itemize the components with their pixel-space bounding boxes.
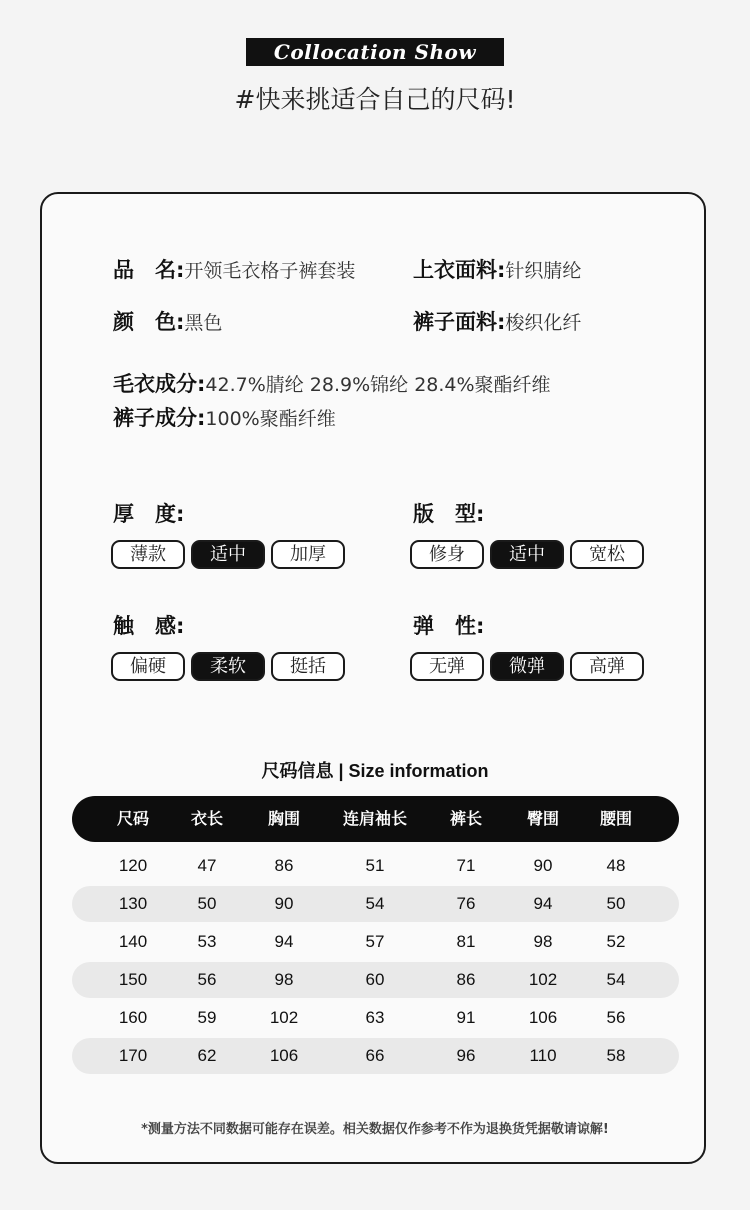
elastic-option-high: 高弹 (570, 652, 644, 681)
fit-option-regular: 适中 (490, 540, 564, 569)
table-row (72, 924, 679, 960)
table-cell: 106 (528, 1008, 558, 1027)
attr-thickness-title: 厚 度: (113, 502, 185, 526)
column-header: 尺码 (116, 809, 149, 828)
table-cell: 170 (118, 1046, 148, 1065)
attr-elastic-options (410, 652, 644, 681)
table-cell: 130 (118, 894, 148, 913)
table-row (72, 1038, 679, 1074)
size-table-header (72, 796, 679, 842)
fit-option-loose: 宽松 (570, 540, 644, 569)
table-cell: 102 (269, 1008, 299, 1027)
attr-fit-options (410, 540, 644, 569)
thickness-option-thin: 薄款 (111, 540, 185, 569)
table-cell: 76 (456, 894, 476, 913)
table-cell: 56 (197, 970, 217, 989)
attr-elastic-title: 弹 性: (413, 614, 485, 638)
table-cell: 98 (274, 970, 294, 989)
touch-option-crisp: 挺括 (271, 652, 345, 681)
fit-option-slim: 修身 (410, 540, 484, 569)
table-cell: 50 (197, 894, 217, 913)
table-cell: 63 (365, 1008, 385, 1027)
column-header: 腰围 (599, 809, 632, 828)
table-cell: 59 (197, 1008, 217, 1027)
table-cell: 150 (118, 970, 148, 989)
table-cell: 51 (365, 856, 385, 875)
spec-color: 颜 色:黑色 (113, 310, 223, 334)
table-cell: 120 (118, 856, 148, 875)
table-cell: 62 (197, 1046, 217, 1065)
column-header: 衣长 (190, 809, 223, 828)
collocation-banner: Collocation Show (246, 38, 504, 66)
touch-option-stiff: 偏硬 (111, 652, 185, 681)
table-cell: 96 (456, 1046, 476, 1065)
table-cell: 57 (365, 932, 385, 951)
table-cell: 160 (118, 1008, 148, 1027)
table-cell: 81 (456, 932, 476, 951)
table-row (72, 886, 679, 922)
column-header: 胸围 (267, 809, 300, 828)
table-cell: 52 (606, 932, 626, 951)
table-cell: 91 (456, 1008, 476, 1027)
table-row (72, 848, 679, 884)
attr-thickness-options (111, 540, 345, 569)
spec-pants-composition: 裤子成分:100%聚酯纤维 (113, 406, 336, 430)
size-table-title: 尺码信息 | Size information (261, 761, 489, 781)
column-header: 裤长 (449, 809, 482, 828)
table-cell: 47 (197, 856, 217, 875)
spec-top-fabric: 上衣面料:针织腈纶 (413, 258, 582, 282)
table-row (72, 1000, 679, 1036)
table-cell: 94 (274, 932, 294, 951)
spec-pants-fabric: 裤子面料:梭织化纤 (413, 310, 582, 334)
column-header: 连肩袖长 (342, 809, 407, 828)
table-cell: 66 (365, 1046, 385, 1065)
spec-product-name: 品 名:开领毛衣格子裤套装 (113, 258, 356, 282)
table-cell: 48 (606, 856, 626, 875)
page-subtitle: #快来挑适合自己的尺码! (234, 85, 516, 114)
measurement-disclaimer: *测量方法不同数据可能存在误差。相关数据仅作参考不作为退换货凭据敬请谅解! (141, 1122, 609, 1137)
elastic-option-none: 无弹 (410, 652, 484, 681)
elastic-option-slight: 微弹 (490, 652, 564, 681)
thickness-option-thick: 加厚 (271, 540, 345, 569)
table-cell: 53 (197, 932, 217, 951)
table-cell: 90 (533, 856, 553, 875)
table-cell: 60 (365, 970, 385, 989)
table-cell: 98 (533, 932, 553, 951)
table-cell: 140 (118, 932, 148, 951)
table-cell: 86 (274, 856, 294, 875)
thickness-option-medium: 适中 (191, 540, 265, 569)
attr-touch-title: 触 感: (113, 614, 185, 638)
table-cell: 106 (269, 1046, 299, 1065)
table-cell: 94 (533, 894, 553, 913)
table-cell: 58 (606, 1046, 626, 1065)
spec-sweater-composition: 毛衣成分:42.7%腈纶 28.9%锦纶 28.4%聚酯纤维 (113, 372, 551, 396)
table-cell: 110 (529, 1046, 557, 1065)
attr-fit-title: 版 型: (413, 502, 485, 526)
attr-touch-options (111, 652, 345, 681)
table-cell: 50 (606, 894, 626, 913)
column-header: 臀围 (526, 809, 559, 828)
touch-option-soft: 柔软 (191, 652, 265, 681)
table-cell: 90 (274, 894, 294, 913)
table-row (72, 962, 679, 998)
table-cell: 102 (528, 970, 558, 989)
table-cell: 54 (365, 894, 385, 913)
table-cell: 56 (606, 1008, 626, 1027)
table-cell: 54 (606, 970, 626, 989)
table-cell: 86 (456, 970, 476, 989)
table-cell: 71 (456, 856, 476, 875)
